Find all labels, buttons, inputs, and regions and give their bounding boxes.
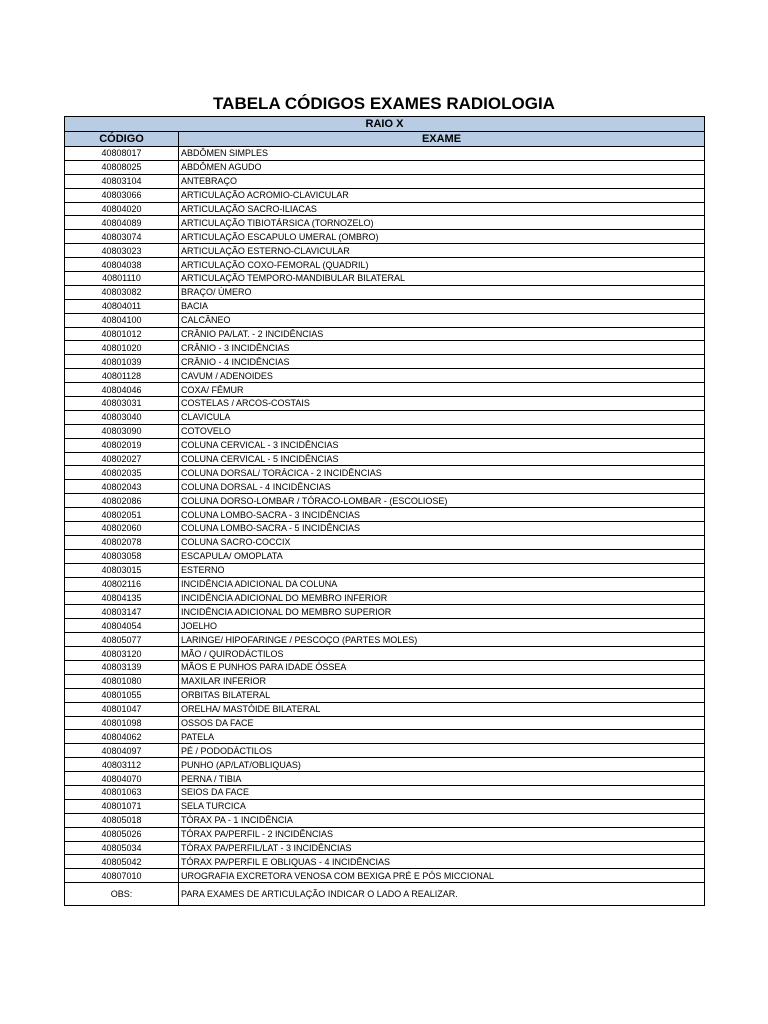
table-row — [65, 549, 705, 563]
table-row — [65, 758, 705, 772]
exam-code-cell: 40802086 — [65, 494, 179, 508]
exam-code-cell: 40802116 — [65, 577, 179, 591]
exam-code-cell: 40808025 — [65, 160, 179, 174]
table-row — [65, 619, 705, 633]
exam-name-cell: ARTICULAÇÃO ESTERNO-CLAVICULAR — [179, 244, 705, 258]
table-row — [65, 744, 705, 758]
column-header-exam: EXAME — [179, 132, 705, 147]
exam-name-cell: ARTICULAÇÃO COXO-FEMORAL (QUADRIL) — [179, 258, 705, 272]
table-row — [65, 244, 705, 258]
exam-name-cell: TÓRAX PA/PERFIL - 2 INCIDÊNCIAS — [179, 827, 705, 841]
exam-name-cell: ARTICULAÇÃO ESCAPULO UMERAL (OMBRO) — [179, 230, 705, 244]
table-row — [65, 869, 705, 883]
table-row — [65, 674, 705, 688]
table-row — [65, 480, 705, 494]
exam-name-cell: COLUNA LOMBO-SACRA - 3 INCIDÊNCIAS — [179, 508, 705, 522]
exam-code-cell: 40801110 — [65, 272, 179, 286]
exam-name-cell: ARTICULAÇÃO ACROMIO-CLAVICULAR — [179, 188, 705, 202]
exam-name-cell: MÃOS E PUNHOS PARA IDADE ÓSSEA — [179, 660, 705, 674]
exam-code-cell: 40803139 — [65, 660, 179, 674]
table-row — [65, 230, 705, 244]
obs-text: PARA EXAMES DE ARTICULAÇÃO INDICAR O LADO A REALIZAR. — [179, 883, 705, 906]
exam-name-cell: CRÂNIO - 4 INCIDÊNCIAS — [179, 355, 705, 369]
exam-code-cell: 40803066 — [65, 188, 179, 202]
table-row — [65, 341, 705, 355]
exam-code-cell: 40803031 — [65, 397, 179, 411]
table-row — [65, 841, 705, 855]
exam-code-cell: 40803023 — [65, 244, 179, 258]
exam-code-cell: 40803082 — [65, 285, 179, 299]
table-row — [65, 424, 705, 438]
exam-code-cell: 40804054 — [65, 619, 179, 633]
exam-name-cell: OSSOS DA FACE — [179, 716, 705, 730]
table-row — [65, 452, 705, 466]
column-header-code: CÓDIGO — [65, 132, 179, 147]
table-row — [65, 702, 705, 716]
exam-code-cell: 40804038 — [65, 258, 179, 272]
exam-code-cell: 40804100 — [65, 313, 179, 327]
exam-name-cell: COLUNA LOMBO-SACRA - 5 INCIDÊNCIAS — [179, 522, 705, 536]
table-row — [65, 494, 705, 508]
obs-row — [65, 883, 705, 906]
exam-codes-table — [64, 116, 705, 906]
exam-name-cell: ORELHA/ MASTÓIDE BILATERAL — [179, 702, 705, 716]
table-row — [65, 174, 705, 188]
table-row — [65, 827, 705, 841]
exam-code-cell: 40801012 — [65, 327, 179, 341]
exam-code-cell: 40803112 — [65, 758, 179, 772]
exam-code-cell: 40801080 — [65, 674, 179, 688]
exam-code-cell: 40804062 — [65, 730, 179, 744]
exam-code-cell: 40803120 — [65, 647, 179, 661]
exam-code-cell: 40802060 — [65, 522, 179, 536]
exam-code-cell: 40804089 — [65, 216, 179, 230]
exam-name-cell: INCIDÊNCIA ADICIONAL DO MEMBRO SUPERIOR — [179, 605, 705, 619]
exam-code-cell: 40802078 — [65, 535, 179, 549]
column-header-row — [65, 132, 705, 147]
table-row — [65, 369, 705, 383]
exam-name-cell: COLUNA DORSAL/ TORÁCICA - 2 INCIDÊNCIAS — [179, 466, 705, 480]
table-row — [65, 563, 705, 577]
table-row — [65, 535, 705, 549]
exam-code-cell: 40801047 — [65, 702, 179, 716]
table-row — [65, 258, 705, 272]
exam-name-cell: ARTICULAÇÃO TIBIOTÁRSICA (TORNOZELO) — [179, 216, 705, 230]
table-row — [65, 202, 705, 216]
table-row — [65, 327, 705, 341]
table-body — [65, 147, 705, 883]
exam-code-cell: 40807010 — [65, 869, 179, 883]
exam-code-cell: 40802051 — [65, 508, 179, 522]
exam-code-cell: 40804097 — [65, 744, 179, 758]
exam-code-cell: 40801063 — [65, 785, 179, 799]
exam-name-cell: CRÂNIO - 3 INCIDÊNCIAS — [179, 341, 705, 355]
exam-code-cell: 40805042 — [65, 855, 179, 869]
exam-name-cell: CLAVICULA — [179, 410, 705, 424]
exam-name-cell: JOELHO — [179, 619, 705, 633]
exam-name-cell: ARTICULAÇÃO TEMPORO-MANDIBULAR BILATERAL — [179, 272, 705, 286]
page-title: TABELA CÓDIGOS EXAMES RADIOLOGIA — [213, 94, 555, 113]
table-row — [65, 855, 705, 869]
table-row — [65, 730, 705, 744]
exam-name-cell: ABDÔMEN SIMPLES — [179, 147, 705, 161]
exam-name-cell: SEIOS DA FACE — [179, 785, 705, 799]
table-row — [65, 272, 705, 286]
exam-code-cell: 40805026 — [65, 827, 179, 841]
exam-name-cell: TÓRAX PA - 1 INCIDÊNCIA — [179, 813, 705, 827]
table-row — [65, 522, 705, 536]
table-row — [65, 438, 705, 452]
exam-name-cell: MAXILAR INFERIOR — [179, 674, 705, 688]
table-row — [65, 466, 705, 480]
exam-code-cell: 40808017 — [65, 147, 179, 161]
exam-code-cell: 40803074 — [65, 230, 179, 244]
exam-code-cell: 40802027 — [65, 452, 179, 466]
table-row — [65, 647, 705, 661]
exam-code-cell: 40804046 — [65, 383, 179, 397]
exam-name-cell: SELA TURCICA — [179, 799, 705, 813]
exam-code-cell: 40801071 — [65, 799, 179, 813]
exam-name-cell: COLUNA SACRO-COCCIX — [179, 535, 705, 549]
exam-name-cell: BRAÇO/ ÚMERO — [179, 285, 705, 299]
exam-code-cell: 40804070 — [65, 772, 179, 786]
exam-name-cell: ANTEBRAÇO — [179, 174, 705, 188]
exam-name-cell: COLUNA DORSAL - 4 INCIDÊNCIAS — [179, 480, 705, 494]
exam-name-cell: COLUNA DORSO-LOMBAR / TÓRACO-LOMBAR - (ESCOLIOSE) — [179, 494, 705, 508]
table-row — [65, 383, 705, 397]
exam-code-cell: 40801039 — [65, 355, 179, 369]
table-row — [65, 216, 705, 230]
exam-code-cell: 40802019 — [65, 438, 179, 452]
table-row — [65, 799, 705, 813]
table-row — [65, 160, 705, 174]
table-row — [65, 605, 705, 619]
section-header-row — [65, 117, 705, 132]
exam-name-cell: UROGRAFIA EXCRETORA VENOSA COM BEXIGA PRÉ E PÓS MICCIONAL — [179, 869, 705, 883]
exam-name-cell: ARTICULAÇÃO SACRO-ILIACAS — [179, 202, 705, 216]
exam-code-cell: 40802035 — [65, 466, 179, 480]
table-row — [65, 147, 705, 161]
exam-name-cell: INCIDÊNCIA ADICIONAL DO MEMBRO INFERIOR — [179, 591, 705, 605]
exam-name-cell: ORBITAS BILATERAL — [179, 688, 705, 702]
exam-code-cell: 40805077 — [65, 633, 179, 647]
exam-name-cell: CRÂNIO PA/LAT. - 2 INCIDÊNCIAS — [179, 327, 705, 341]
exam-name-cell: CALCÂNEO — [179, 313, 705, 327]
table-row — [65, 188, 705, 202]
exam-name-cell: PERNA / TIBIA — [179, 772, 705, 786]
exam-code-cell: 40803104 — [65, 174, 179, 188]
exam-name-cell: CAVUM / ADENOIDES — [179, 369, 705, 383]
table-row — [65, 688, 705, 702]
exam-code-cell: 40804135 — [65, 591, 179, 605]
table-row — [65, 772, 705, 786]
table-row — [65, 355, 705, 369]
exam-name-cell: ESTERNO — [179, 563, 705, 577]
exam-code-cell: 40804020 — [65, 202, 179, 216]
table-row — [65, 660, 705, 674]
table-row — [65, 299, 705, 313]
table-row — [65, 785, 705, 799]
exam-code-cell: 40802043 — [65, 480, 179, 494]
exam-code-cell: 40801055 — [65, 688, 179, 702]
exam-name-cell: COTOVELO — [179, 424, 705, 438]
exam-name-cell: COSTELAS / ARCOS-COSTAIS — [179, 397, 705, 411]
table-row — [65, 813, 705, 827]
obs-label: OBS: — [65, 883, 179, 906]
exam-code-cell: 40803040 — [65, 410, 179, 424]
exam-code-cell: 40803015 — [65, 563, 179, 577]
exam-name-cell: BACIA — [179, 299, 705, 313]
exam-name-cell: PÉ / PODODÁCTILOS — [179, 744, 705, 758]
exam-name-cell: COXA/ FÊMUR — [179, 383, 705, 397]
exam-code-cell: 40803058 — [65, 549, 179, 563]
table-row — [65, 410, 705, 424]
exam-name-cell: INCIDÊNCIA ADICIONAL DA COLUNA — [179, 577, 705, 591]
exam-code-cell: 40805018 — [65, 813, 179, 827]
exam-code-cell: 40801020 — [65, 341, 179, 355]
exam-name-cell: LARINGE/ HIPOFARINGE / PESCOÇO (PARTES MOLES) — [179, 633, 705, 647]
exam-name-cell: COLUNA CERVICAL - 3 INCIDÊNCIAS — [179, 438, 705, 452]
exam-name-cell: PUNHO (AP/LAT/OBLIQUAS) — [179, 758, 705, 772]
exam-code-cell: 40804011 — [65, 299, 179, 313]
exam-code-cell: 40803147 — [65, 605, 179, 619]
table-row — [65, 397, 705, 411]
exam-name-cell: ABDÔMEN AGUDO — [179, 160, 705, 174]
exam-name-cell: TÓRAX PA/PERFIL E OBLIQUAS - 4 INCIDÊNCIAS — [179, 855, 705, 869]
exam-name-cell: MÃO / QUIRODÁCTILOS — [179, 647, 705, 661]
table-row — [65, 591, 705, 605]
exam-code-cell: 40801128 — [65, 369, 179, 383]
exam-name-cell: PATELA — [179, 730, 705, 744]
table-row — [65, 577, 705, 591]
section-title: RAIO X — [65, 117, 705, 132]
exam-name-cell: TÓRAX PA/PERFIL/LAT - 3 INCIDÊNCIAS — [179, 841, 705, 855]
exam-code-cell: 40805034 — [65, 841, 179, 855]
table-row — [65, 313, 705, 327]
exam-name-cell: ESCAPULA/ OMOPLATA — [179, 549, 705, 563]
table-row — [65, 716, 705, 730]
exam-code-cell: 40803090 — [65, 424, 179, 438]
table-row — [65, 508, 705, 522]
table-row — [65, 633, 705, 647]
exam-code-cell: 40801098 — [65, 716, 179, 730]
exam-name-cell: COLUNA CERVICAL - 5 INCIDÊNCIAS — [179, 452, 705, 466]
table-row — [65, 285, 705, 299]
